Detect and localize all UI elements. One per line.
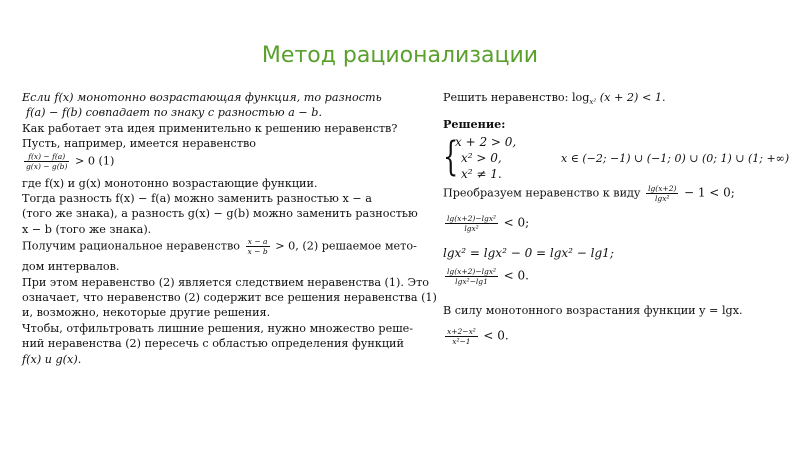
text-line: При этом неравенство (2) является следствием неравенства (1). Это — [22, 275, 429, 289]
formula-line — [443, 267, 783, 297]
text-line: и, возможно, некоторые другие решения. — [22, 306, 271, 320]
text-line: где f(x) и g(x) монотонно возрастающие функции. — [22, 176, 318, 190]
task-line — [443, 90, 783, 111]
slide-title: Метод рационализации — [261, 43, 539, 68]
fraction — [445, 267, 498, 286]
fraction — [24, 152, 69, 171]
right-column — [443, 90, 790, 357]
fraction-numerator: x+2−x² — [447, 326, 476, 336]
system-line: x² > 0, — [461, 151, 502, 166]
fraction-numerator: x − a — [246, 237, 270, 247]
formula-2 — [22, 237, 417, 259]
text-fragment: < 0; — [503, 215, 530, 230]
fraction-denominator: lgx²−lg1 — [455, 277, 488, 287]
domain-set: x ∈ (−2; −1) ∪ (−1; 0) ∪ (0; 1) ∪ (1; +∞) — [561, 152, 790, 166]
fraction — [646, 184, 678, 203]
fraction — [445, 214, 498, 233]
text-line: В силу монотонного возрастания функции y = lgx. — [443, 304, 743, 318]
text-line: Чтобы, отфильтровать лишние решения, нужно множество реше- — [22, 321, 414, 335]
formula-line — [443, 327, 783, 357]
text-fragment: < 0. — [483, 328, 509, 343]
fraction-numerator: lg(x+2)−lgx² — [447, 267, 497, 277]
fraction — [445, 327, 478, 346]
system-line: x² ≠ 1. — [461, 167, 502, 182]
fraction-numerator: lg(x+2) — [648, 184, 677, 194]
text-fragment: < 0. — [503, 268, 529, 283]
formula-tail: > 0 (1) — [74, 154, 115, 168]
text-line: f(a) − f(b) совпадает по знаку с разностью a − b. — [26, 106, 323, 120]
text-line: означает, что неравенство (2) содержит все решения неравенства (1) — [22, 291, 437, 305]
fraction-numerator: f(x) − f(a) — [24, 152, 69, 162]
text-fragment: − 1 < 0; — [683, 185, 735, 200]
text-fragment: Решить неравенство: log — [443, 91, 590, 104]
text-line: ний неравенства (2) пересечь с областью определения функций — [22, 337, 404, 351]
fraction-denominator: lgx² — [464, 224, 479, 234]
system-of-conditions — [443, 134, 790, 182]
log-base: x² — [589, 98, 597, 107]
fraction-numerator: lg(x+2)−lgx² — [447, 214, 497, 224]
text-line: Если f(x) монотонно возрастающая функция, то разность — [22, 91, 382, 104]
text-fragment: Получим рациональное неравенство — [22, 239, 240, 253]
fraction-denominator: x − b — [247, 247, 268, 257]
text-fragment: Преобразуем неравенство к виду — [443, 186, 641, 200]
text-line: Тогда разность f(x) − f(a) можно заменить разностью x − a — [22, 192, 372, 206]
formula-line — [443, 214, 783, 244]
fraction — [246, 237, 270, 256]
left-column — [22, 90, 437, 367]
fraction-denominator: g(x) − g(b) — [26, 161, 68, 171]
text-fragment: (x + 2) < 1. — [599, 91, 666, 104]
text-fragment: > 0, (2) решаемое мето- — [275, 239, 417, 253]
fraction-denominator: x²−1 — [452, 336, 471, 346]
text-line: Пусть, например, имеется неравенство — [22, 137, 257, 151]
equation-line: lgx² = lgx² − 0 = lgx² − lg1; — [443, 246, 614, 261]
transform-line — [443, 184, 783, 210]
fraction-denominator: lgx² — [655, 194, 670, 204]
text-line: (того же знака), а разность g(x) − g(b) можно заменить разностью — [22, 207, 418, 221]
formula-1 — [22, 152, 410, 176]
brace-icon: { — [443, 134, 459, 181]
text-line: Как работает эта идея применительно к решению неравенств? — [22, 121, 398, 135]
text-line: x − b (того же знака). — [22, 222, 152, 236]
text-line: f(x) и g(x). — [22, 352, 82, 366]
system-line: x + 2 > 0, — [455, 135, 517, 150]
text-line: дом интервалов. — [22, 260, 120, 274]
solution-heading: Решение: — [443, 116, 506, 131]
